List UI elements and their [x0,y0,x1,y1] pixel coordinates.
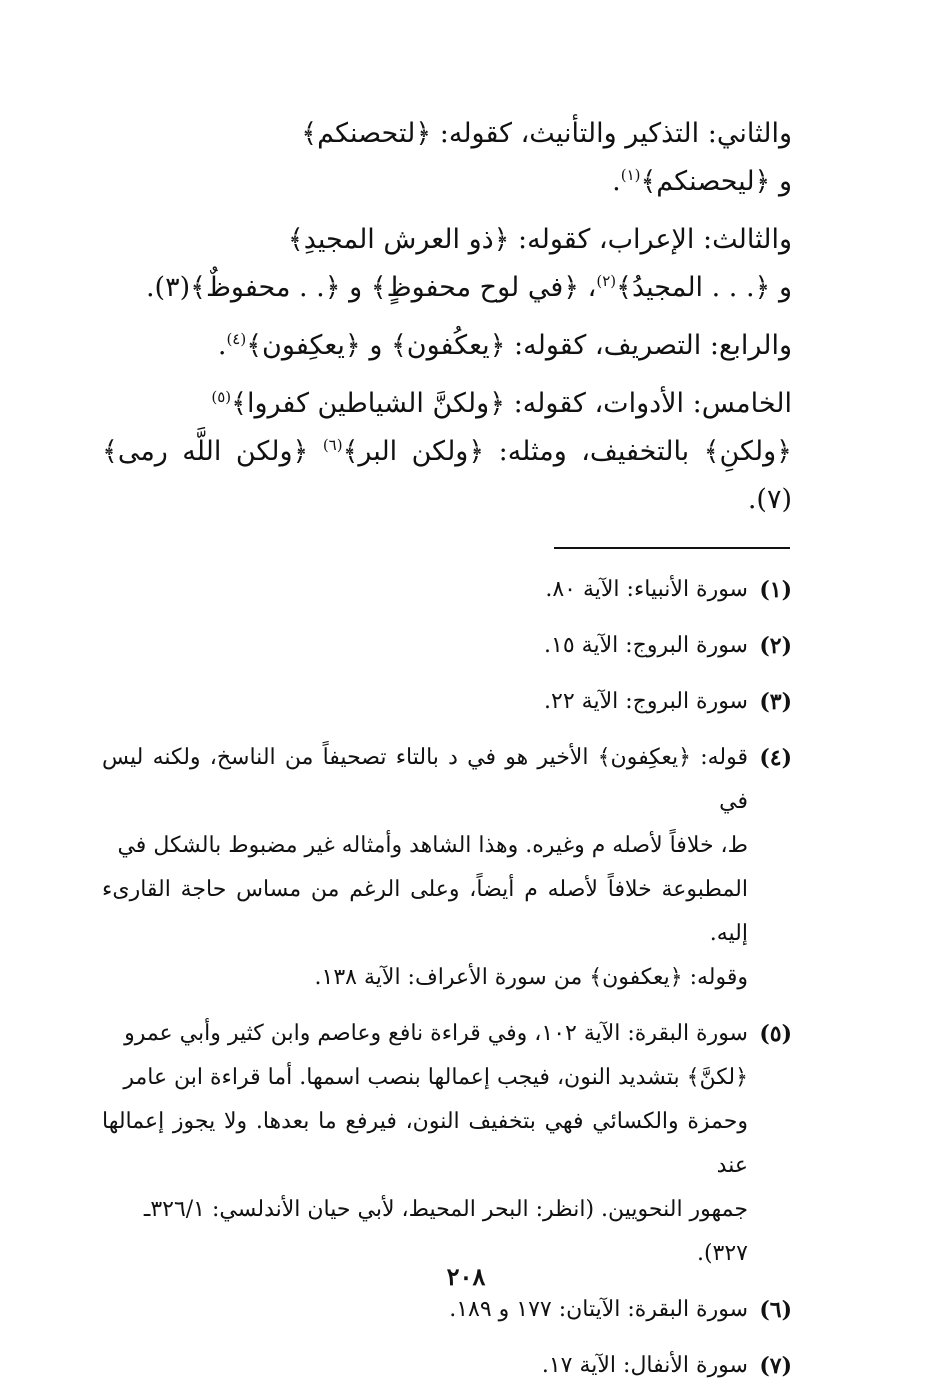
footnote-line: ط، خلافاً لأصله م وغيره. وهذا الشاهد وأمثاله غير مضبوط بالشكل في [117,833,748,858]
footnote-text [102,736,748,1000]
footnote-text [102,624,748,668]
footnote-text [102,680,748,724]
paragraph-fourth [102,322,792,370]
footnote-3 [102,680,792,724]
text-line: والثالث: الإعراب، كقوله: ﴿ذو العرش المجيدِ﴾ [287,224,792,255]
footnote-number: (٤) [759,745,792,771]
footnote-marker: (٥) [211,388,232,406]
footnote-line: سورة البقرة: الآية ١٠٢، وفي قراءة نافع وعاصم وابن كثير وأبي عمرو [124,1021,748,1046]
footnote-marker: (٦) [322,436,343,454]
footnote-line: سورة الأنبياء: الآية ٨٠. [545,577,748,602]
footnote-number: (٧) [759,1353,792,1379]
text-line: الخامس: الأدوات، كقوله: ﴿ولكنَّ الشياطين كفروا﴾ [231,388,792,419]
footnote-line: ﴿لكنَّ﴾ بتشديد النون، فيجب إعمالها بنصب اسمها. أما قراءة ابن عامر [123,1065,748,1090]
paragraph-fifth [102,380,792,524]
footnote-4 [102,736,792,1000]
footnote-line: سورة الأنفال: الآية ١٧. [541,1353,748,1378]
text-line-tail: . [217,330,227,361]
main-text [102,110,792,534]
page-number: ٢٠٨ [446,1262,486,1291]
footnote-line: سورة البروج: الآية ١٥. [544,633,748,658]
footnote-line: قوله: ﴿يعكِفون﴾ الأخير هو في د بالتاء تصحيفاً من الناسخ، ولكنه ليس في [102,745,748,814]
text-line-tail: ﴿ولكن اللَّه رمى﴾(٧). [102,436,792,515]
footnote-marker: (٤) [226,330,247,348]
text-line-tail: . [612,166,621,197]
footnote-number: (٢) [759,633,792,659]
footnote-text [102,1288,748,1332]
footnote-marker: (٢) [596,272,617,290]
footnote-5 [102,1012,792,1276]
footnote-number: (٣) [759,689,792,715]
footnote-number: (٥) [759,1021,792,1047]
footnote-line: جمهور النحويين. (انظر: البحر المحيط، لأبي حيان الأندلسي: ٣٢٦/١ـ [143,1197,748,1222]
footnote-line: وحمزة والكسائي فهي بتخفيف النون، فيرفع ما بعدها. ولا يجوز إعمالها عند [102,1109,748,1178]
text-line: والرابع: التصريف، كقوله: ﴿يعكُفون﴾ و ﴿يعكِفون﴾ [246,330,792,361]
footnote-number: (٦) [759,1297,792,1323]
text-line: و ﴿ليحصنكم﴾ [640,166,792,197]
footnote-line: المطبوعة خلافاً لأصله م أيضاً، وعلى الرغم من مساس حاجة القارىء إليه. [102,877,748,946]
footnote-line: سورة البروج: الآية ٢٢. [544,689,748,714]
text-line-tail: ، ﴿في لوح محفوظٍ﴾ و ﴿. . محفوظٌ﴾(٣). [145,272,597,303]
paragraph-third [102,216,792,312]
footnote-6 [102,1288,792,1332]
text-line: و ﴿. . . المجيدُ﴾ [616,272,792,303]
text-line: والثاني: التذكير والتأنيث، كقوله: ﴿لتحصنكم﴾ [301,118,792,149]
paragraph-second [102,110,792,206]
footnote-1 [102,568,792,612]
footnote-line: ٣٢٧). [696,1241,748,1266]
footnote-7 [102,1344,792,1388]
footnote-2 [102,624,792,668]
footnote-line: سورة البقرة: الآيتان: ١٧٧ و ١٨٩. [449,1297,748,1322]
footnote-text [102,568,748,612]
footnote-number: (١) [759,577,792,603]
footnote-text [102,1344,748,1388]
footnote-line: وقوله: ﴿يعكفون﴾ من سورة الأعراف: الآية ١٣٨. [314,965,748,990]
footnote-marker: (١) [620,166,641,184]
footnote-text [102,1012,748,1276]
footnote-separator [554,547,790,549]
text-line: ﴿ولكنِ﴾ بالتخفيف، ومثله: ﴿ولكن البر﴾ [342,436,793,467]
